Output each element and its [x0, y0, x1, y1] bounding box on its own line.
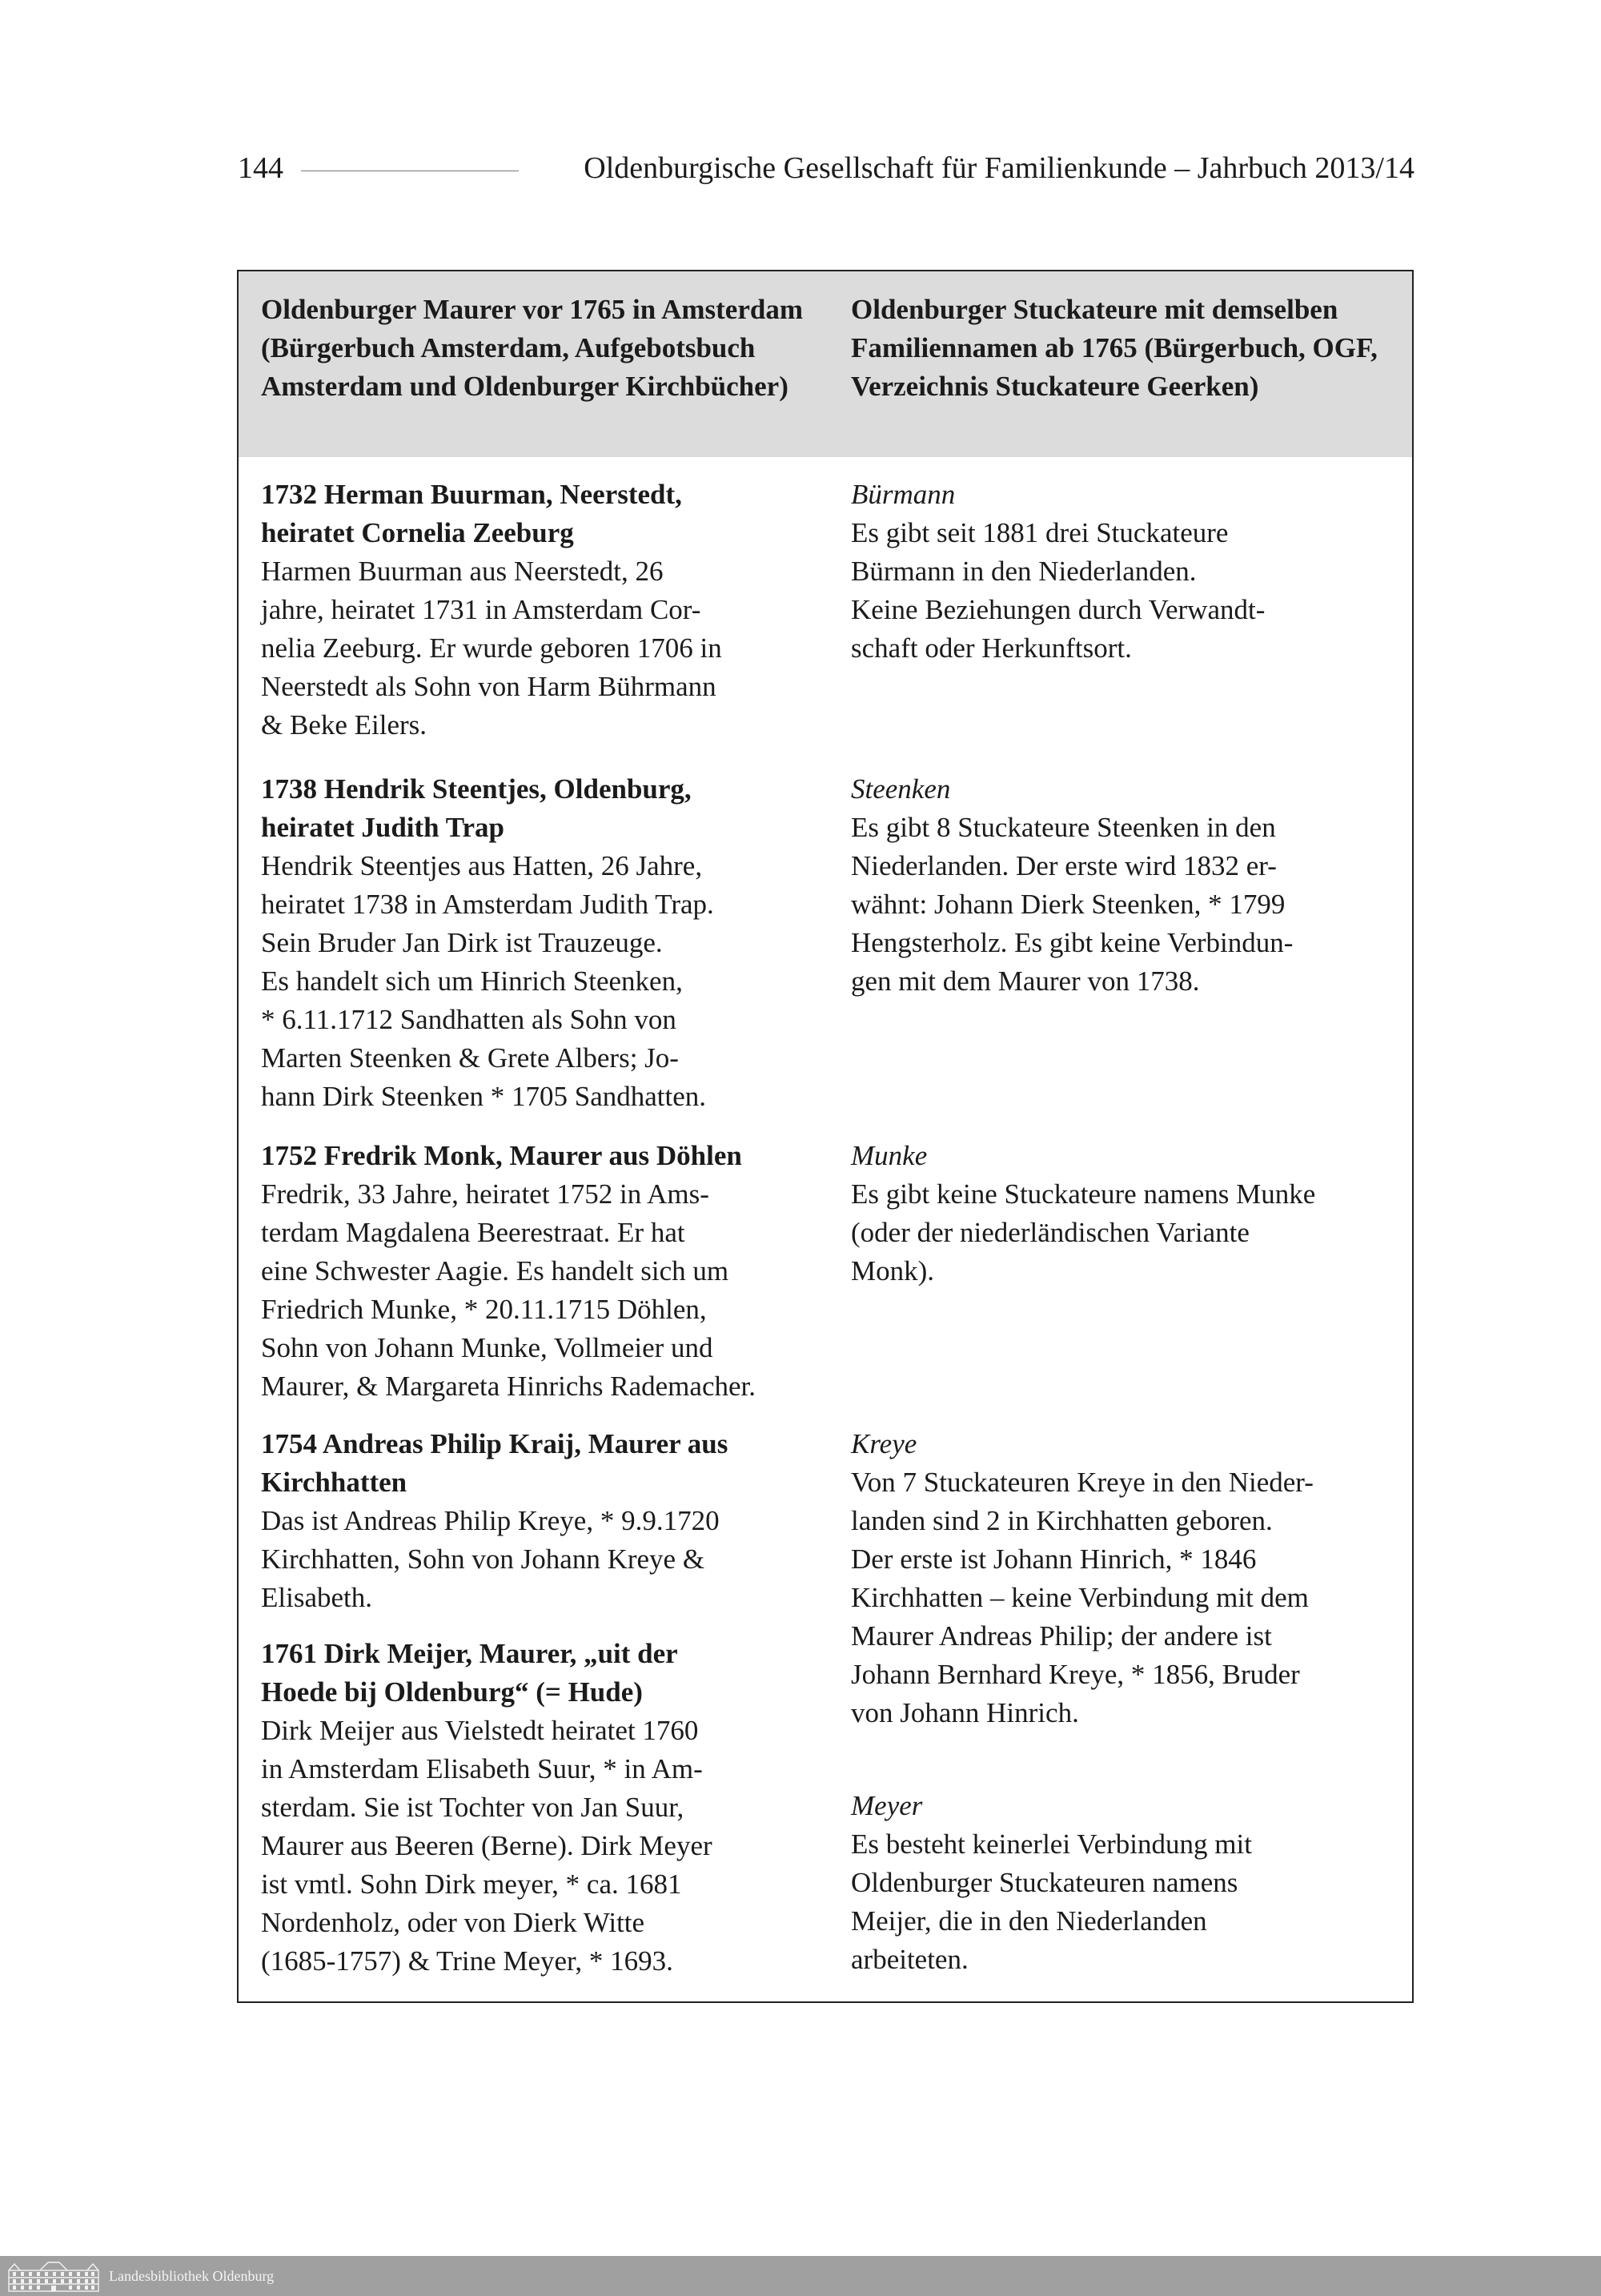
- entry-text: hann Dirk Steenken * 1705 Sandhatten.: [261, 1081, 707, 1112]
- right-cell: [851, 1137, 1403, 1290]
- right-cell: [851, 476, 1403, 668]
- entry-heading: heiratet Judith Trap: [261, 812, 504, 843]
- running-title: Oldenburgische Gesellschaft für Familienkunde – Jahrbuch 2013/14: [584, 151, 1414, 185]
- surname-text: gen mit dem Maurer von 1738.: [851, 965, 1200, 997]
- left-cell: [261, 1137, 813, 1406]
- right-cell: [851, 770, 1403, 1001]
- surname-text: von Johann Hinrich.: [851, 1697, 1079, 1728]
- surname-label: Munke: [851, 1140, 928, 1171]
- surname-label: Kreye: [851, 1428, 917, 1459]
- entry-text: sterdam. Sie ist Tochter von Jan Suur,: [261, 1792, 684, 1823]
- header-right-line: OGF, Verzeichnis Stuckateure Geerken): [851, 332, 1378, 402]
- surname-text: Keine Beziehungen durch Verwandt-: [851, 594, 1266, 625]
- entry-text: Sohn von Johann Munke, Vollmeier und: [261, 1332, 713, 1363]
- entry-text: terdam Magdalena Beerestraat. Er hat: [261, 1217, 685, 1248]
- entry-text: Es handelt sich um Hinrich Steenken,: [261, 965, 683, 997]
- surname-text: Der erste ist Johann Hinrich, * 1846: [851, 1543, 1257, 1575]
- surname-text: Maurer Andreas Philip; der andere ist: [851, 1620, 1272, 1652]
- entry-text: (1685-1757) & Trine Meyer, * 1693.: [261, 1945, 673, 1977]
- surname-text: schaft oder Herkunftsort.: [851, 632, 1132, 664]
- entry-heading: 1754 Andreas Philip Kraij, Maurer aus: [261, 1428, 728, 1459]
- comparison-table: [237, 270, 1414, 2003]
- surname-label: Bürmann: [851, 479, 956, 510]
- library-name: Landesbibliothek Oldenburg: [109, 2267, 275, 2284]
- surname-label: Steenken: [851, 773, 951, 805]
- entry-heading: 1738 Hendrik Steentjes, Oldenburg,: [261, 773, 692, 805]
- surname-text: wähnt: Johann Dierk Steenken, * 1799: [851, 889, 1286, 920]
- entry-text: Sein Bruder Jan Dirk ist Trauzeuge.: [261, 927, 663, 958]
- header-right-line: Familiennamen ab 1765 (Bürgerbuch,: [851, 332, 1306, 363]
- left-cell: [261, 1425, 813, 1617]
- surname-text: (oder der niederländischen Variante: [851, 1217, 1250, 1248]
- left-cell: [261, 1635, 813, 1981]
- right-cell: [851, 1425, 1403, 1732]
- library-footer: [0, 2256, 1601, 2296]
- entry-heading: 1761 Dirk Meijer, Maurer, „uit der: [261, 1638, 678, 1669]
- entry-text: & Beke Eilers.: [261, 709, 427, 741]
- entry-text: Fredrik, 33 Jahre, heiratet 1752 in Ams-: [261, 1178, 709, 1210]
- header-left-line: Aufgebotsbuch Amsterdam und: [261, 332, 756, 402]
- entry-text: heiratet 1738 in Amsterdam Judith Trap.: [261, 889, 714, 920]
- entry-heading: 1732 Herman Buurman, Neerstedt,: [261, 479, 682, 510]
- table-header: [239, 271, 1412, 457]
- header-left: [261, 291, 813, 406]
- header-left-line: Oldenburger Maurer vor 1765 in: [261, 294, 656, 325]
- entry-text: eine Schwester Aagie. Es handelt sich um: [261, 1255, 729, 1286]
- surname-text: Es besteht keinerlei Verbindung mit: [851, 1828, 1252, 1860]
- entry-text: Maurer, & Margareta Hinrichs Rademacher.: [261, 1371, 756, 1402]
- entry-text: Nordenholz, oder von Dierk Witte: [261, 1907, 645, 1938]
- surname-label: Meyer: [851, 1790, 923, 1821]
- surname-text: Es gibt keine Stuckateure namens Munke: [851, 1178, 1316, 1210]
- entry-text: Friedrich Munke, * 20.11.1715 Döhlen,: [261, 1294, 707, 1325]
- entry-text: Marten Steenken & Grete Albers; Jo-: [261, 1042, 679, 1074]
- entry-heading: Hoede bij Oldenburg“ (= Hude): [261, 1676, 643, 1708]
- entry-text: ist vmtl. Sohn Dirk meyer, * ca. 1681: [261, 1869, 682, 1900]
- running-head: [238, 144, 1414, 192]
- right-cell: [851, 1787, 1403, 1979]
- surname-text: Niederlanden. Der erste wird 1832 er-: [851, 850, 1277, 881]
- entry-text: in Amsterdam Elisabeth Suur, * in Am-: [261, 1753, 703, 1784]
- entry-text: Kirchhatten, Sohn von Johann Kreye &: [261, 1543, 705, 1575]
- header-right-line: Oldenburger Stuckateure mit demselben: [851, 294, 1338, 325]
- entry-text: Maurer aus Beeren (Berne). Dirk Meyer: [261, 1830, 712, 1861]
- entry-text: Hendrik Steentjes aus Hatten, 26 Jahre,: [261, 850, 703, 881]
- header-left-line: Amsterdam (Bürgerbuch Amsterdam,: [261, 294, 803, 363]
- entry-heading: Kirchhatten: [261, 1467, 407, 1498]
- surname-text: Monk).: [851, 1255, 935, 1286]
- surname-text: landen sind 2 in Kirchhatten geboren.: [851, 1505, 1273, 1536]
- surname-text: arbeiteten.: [851, 1944, 969, 1975]
- left-cell: [261, 770, 813, 1116]
- surname-text: Kirchhatten – keine Verbindung mit dem: [851, 1582, 1309, 1613]
- entry-text: Neerstedt als Sohn von Harm Bührmann: [261, 671, 716, 702]
- entry-text: jahre, heiratet 1731 in Amsterdam Cor-: [261, 594, 701, 625]
- entry-text: * 6.11.1712 Sandhatten als Sohn von: [261, 1004, 676, 1035]
- surname-text: Hengsterholz. Es gibt keine Verbindun-: [851, 927, 1294, 958]
- left-cell: [261, 476, 813, 745]
- entry-heading: heiratet Cornelia Zeeburg: [261, 517, 574, 548]
- entry-text: Dirk Meijer aus Vielstedt heiratet 1760: [261, 1715, 699, 1746]
- header-right: [851, 291, 1403, 406]
- surname-text: Es gibt 8 Stuckateure Steenken in den: [851, 812, 1276, 843]
- surname-text: Es gibt seit 1881 drei Stuckateure: [851, 517, 1229, 548]
- header-left-line: Oldenburger Kirchbücher): [463, 371, 788, 402]
- surname-text: Meijer, die in den Niederlanden: [851, 1905, 1207, 1937]
- surname-text: Bürmann in den Niederlanden.: [851, 556, 1197, 587]
- library-building-icon: [6, 2259, 101, 2293]
- surname-text: Oldenburger Stuckateuren namens: [851, 1867, 1238, 1898]
- entry-text: Elisabeth.: [261, 1582, 372, 1613]
- entry-text: nelia Zeeburg. Er wurde geboren 1706 in: [261, 632, 722, 664]
- entry-text: Das ist Andreas Philip Kreye, * 9.9.1720: [261, 1505, 720, 1536]
- surname-text: Johann Bernhard Kreye, * 1856, Bruder: [851, 1659, 1300, 1690]
- page-number: 144: [238, 151, 283, 185]
- entry-text: Harmen Buurman aus Neerstedt, 26: [261, 556, 664, 587]
- surname-text: Von 7 Stuckateuren Kreye in den Nieder-: [851, 1467, 1314, 1498]
- entry-heading: 1752 Fredrik Monk, Maurer aus Döhlen: [261, 1140, 742, 1171]
